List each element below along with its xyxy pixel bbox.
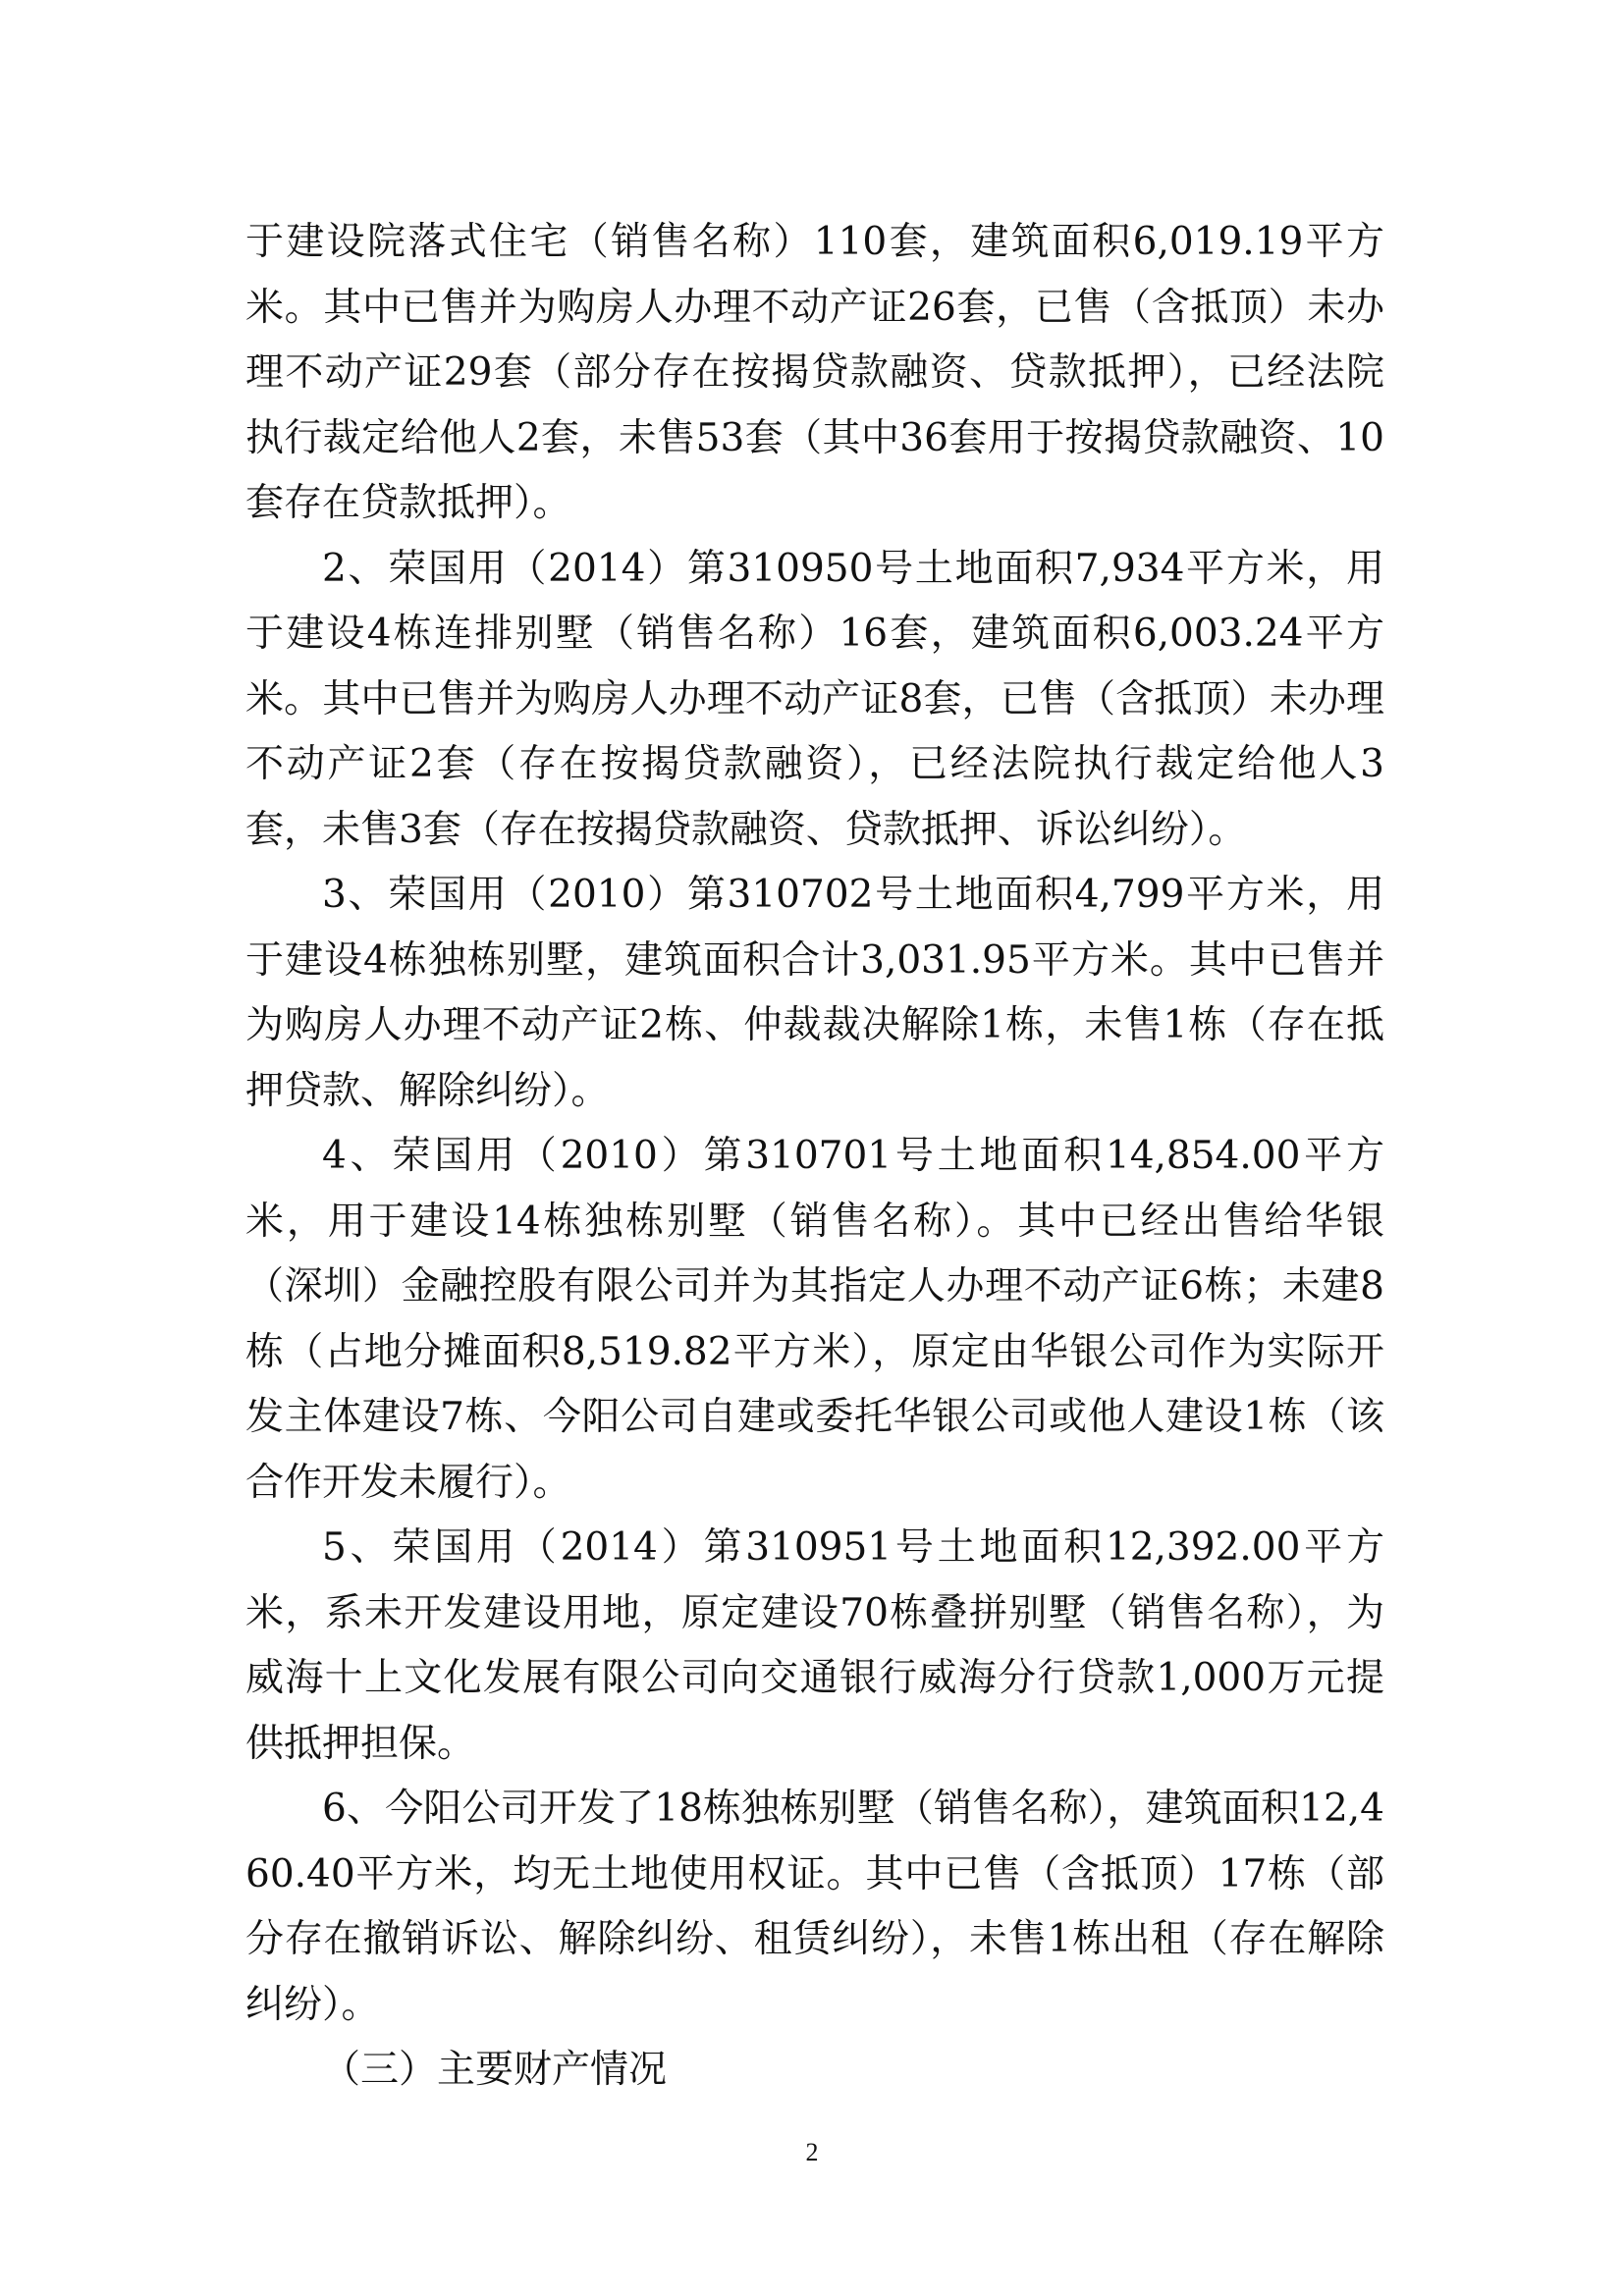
section-heading: （三）主要财产情况: [322, 2048, 668, 2092]
paragraph-item-5: 5、荣国用（2014）第310951号土地面积12,392.00平方米，系未开发建设用地，原定建设70栋叠拼别墅（销售名称），为威海十上文化发展有限公司向交通银行威海分行贷款1,000万元提供抵押担保。: [245, 1525, 1384, 1766]
paragraph-continuation: 于建设院落式住宅（销售名称）110套，建筑面积6,019.19平方米。其中已售并为购房人办理不动产证26套，已售（含抵顶）未办理不动产证29套（部分存在按揭贷款融资、贷款抵押），已经法院执行裁定给他人2套，未售53套（其中36套用于按揭贷款融资、10套存在贷款抵押）。: [245, 220, 1384, 525]
paragraph-item-3: 3、荣国用（2010）第310702号土地面积4,799平方米，用于建设4栋独栋别墅，建筑面积合计3,031.95平方米。其中已售并为购房人办理不动产证2栋、仲裁裁决解除1栋，未售1栋（存在抵押贷款、解除纠纷）。: [245, 873, 1384, 1113]
page-number: 2: [805, 2138, 819, 2166]
document-body: [245, 210, 1384, 2104]
paragraph-item-6: 6、今阳公司开发了18栋独栋别墅（销售名称），建筑面积12,460.40平方米，均无土地使用权证。其中已售（含抵顶）17栋（部分存在撤销诉讼、解除纠纷、租赁纠纷），未售1栋出租（存在解除纠纷）。: [245, 1787, 1384, 2027]
paragraph-item-2: 2、荣国用（2014）第310950号土地面积7,934平方米，用于建设4栋连排别墅（销售名称）16套，建筑面积6,003.24平方米。其中已售并为购房人办理不动产证8套，已售（含抵顶）未办理不动产证2套（存在按揭贷款融资），已经法院执行裁定给他人3套，未售3套（存在按揭贷款融资、贷款抵押、诉讼纠纷）。: [245, 546, 1384, 852]
paragraph-item-4: 4、荣国用（2010）第310701号土地面积14,854.00平方米，用于建设14栋独栋别墅（销售名称）。其中已经出售给华银（深圳）金融控股有限公司并为其指定人办理不动产证6栋；未建8栋（占地分摊面积8,519.82平方米），原定由华银公司作为实际开发主体建设7栋、今阳公司自建或委托华银公司或他人建设1栋（该合作开发未履行）。: [245, 1134, 1384, 1505]
